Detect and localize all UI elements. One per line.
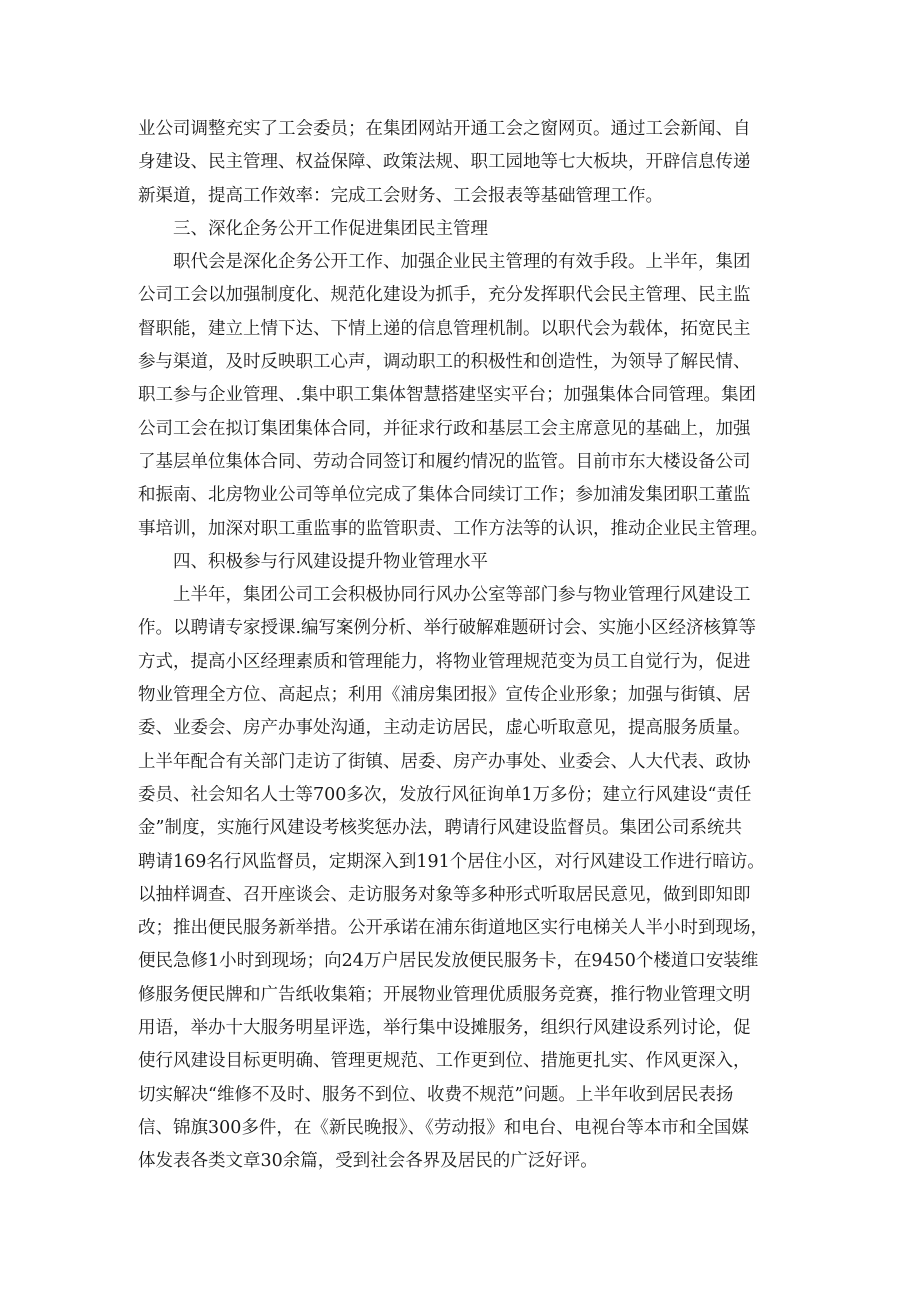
- text-line: 督职能，建立上情下达、下情上递的信息管理机制。以职代会为载体，拓宽民主: [138, 318, 751, 339]
- text-line: 业公司调整充实了工会委员；在集团网站开通工会之窗网页。通过工会新闻、自: [138, 119, 751, 139]
- text-line: 用语，举办十大服务明星评选，举行集中设摊服务，组织行风建设系列讨论，促: [138, 1018, 751, 1039]
- paragraph-union-website: [138, 113, 792, 213]
- text-line: 物业管理全方位、高起点；利用《浦房集团报》宣传企业形象；加强与街镇、居: [138, 685, 751, 706]
- text-line: 使行风建设目标更明确、管理更规范、工作更到位、措施更扎实、作风更深入，: [138, 1051, 751, 1072]
- text-line: 委员、社会知名人士等700多次，发放行风征询单1万多份；建立行风建设“责任: [138, 784, 752, 805]
- text-line: 公司工会以加强制度化、规范化建设为抓手，充分发挥职代会民主管理、民主监: [138, 285, 751, 306]
- text-line: 方式，提高小区经理素质和管理能力，将物业管理规范变为员工自觉行为，促进: [138, 651, 751, 672]
- text-line: 聘请169名行风监督员，定期深入到191个居住小区，对行风建设工作进行暗访。: [138, 851, 765, 872]
- section-heading-three: [138, 213, 792, 246]
- text-line: 事培训，加深对职工重监事的监管职责、工作方法等的认识，推动企业民主管理。: [138, 518, 768, 539]
- paragraph-industry-conduct: [138, 579, 792, 1178]
- text-line: 便民急修1小时到现场；向24万户居民发放便民服务卡，在9450个楼道口安装维: [138, 951, 759, 972]
- text-line: 委、业委会、房产办事处沟通，主动走访居民，虚心听取意见，提高服务质量。: [138, 718, 751, 739]
- text-line: 以抽样调查、召开座谈会、走访服务对象等多种形式听取居民意见，做到即知即: [138, 884, 751, 905]
- text-line: 作。以聘请专家授课.编写案例分析、举行破解难题研讨会、实施小区经济核算等: [138, 618, 757, 639]
- text-line: 新渠道，提高工作效率：完成工会财务、工会报表等基础管理工作。: [138, 185, 663, 206]
- text-line: 职工参与企业管理、.集中职工集体智慧搭建坚实平台；加强集体合同管理。集团: [138, 385, 757, 406]
- text-line: 和振南、北房物业公司等单位完成了集体合同续订工作；参加浦发集团职工董监: [138, 485, 751, 506]
- text-line: 参与渠道，及时反映职工心声，调动职工的积极性和创造性，为领导了解民情、: [138, 352, 751, 373]
- section-heading-four: [138, 546, 792, 579]
- document-body: [138, 113, 792, 1179]
- text-line: 修服务便民牌和广告纸收集箱；开展物业管理优质服务竞赛，推行物业管理文明: [138, 984, 751, 1005]
- paragraph-democratic-management: [138, 246, 792, 546]
- text-line: 金”制度，实施行风建设考核奖惩办法，聘请行风建设监督员。集团公司系统共: [138, 818, 742, 839]
- text-line: 职代会是深化企务公开工作、加强企业民主管理的有效手段。上半年，集团: [173, 252, 751, 273]
- text-line: 切实解决“维修不及时、服务不到位、收费不规范”问题。上半年收到居民表扬: [138, 1084, 734, 1105]
- text-line: 改；推出便民服务新举措。公开承诺在浦东街道地区实行电梯关人半小时到现场，: [138, 918, 768, 939]
- text-line: 公司工会在拟订集团集体合同，并征求行政和基层工会主席意见的基础上，加强: [138, 418, 751, 439]
- heading-line: 四、积极参与行风建设提升物业管理水平: [173, 551, 488, 572]
- heading-line: 三、深化企务公开工作促进集团民主管理: [173, 218, 488, 239]
- text-line: 身建设、民主管理、权益保障、政策法规、职工园地等七大板块，开辟信息传递: [138, 152, 751, 173]
- text-line: 上半年配合有关部门走访了街镇、居委、房产办事处、业委会、人大代表、政协: [138, 751, 751, 772]
- text-line: 上半年，集团公司工会积极协同行风办公室等部门参与物业管理行风建设工: [173, 585, 751, 606]
- text-line: 体发表各类文章30余篇，受到社会各界及居民的广泛好评。: [138, 1151, 598, 1172]
- text-line: 了基层单位集体合同、劳动合同签订和履约情况的监管。目前市东大楼设备公司: [138, 451, 751, 472]
- text-line: 信、锦旗300多件，在《新民晚报》、《劳动报》和电台、电视台等本市和全国媒: [138, 1117, 749, 1138]
